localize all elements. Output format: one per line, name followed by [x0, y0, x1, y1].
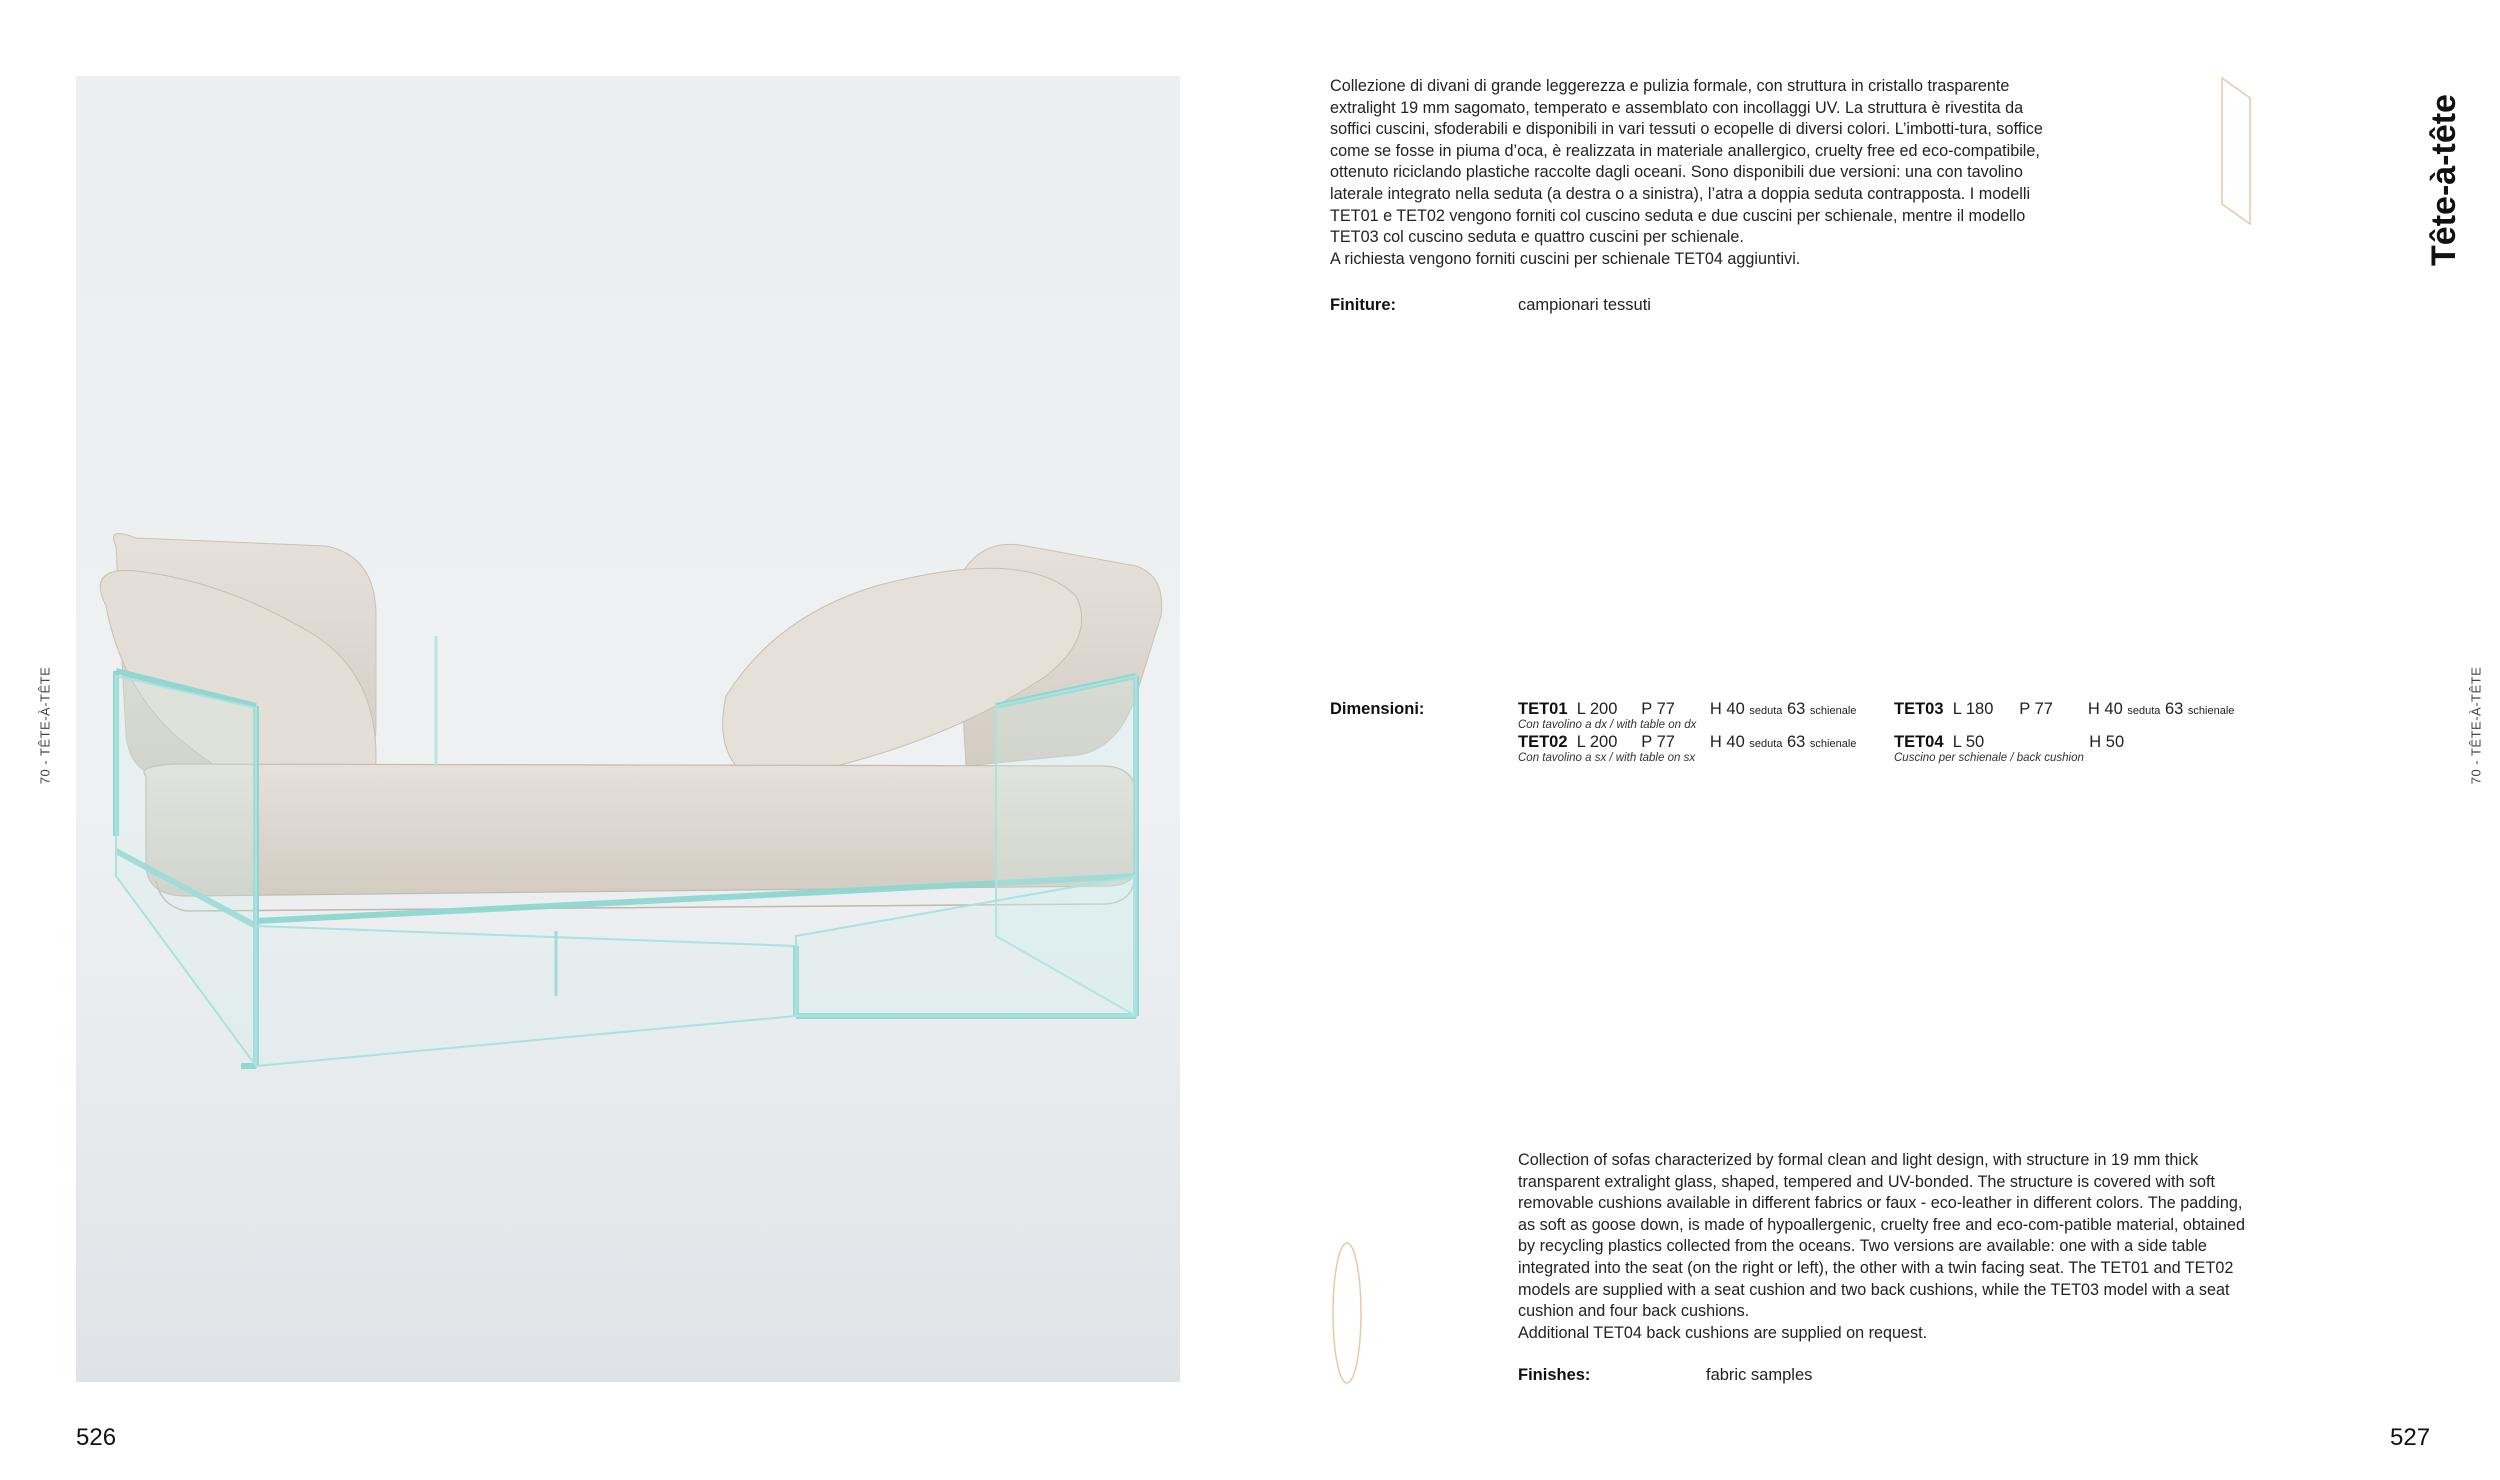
model-code: TET04 [1894, 733, 1944, 751]
left-page-number: 526 [76, 1424, 117, 1451]
model-note: Con tavolino a sx / with table on sx [1518, 752, 1696, 764]
page-title: Tête-à-tête [2425, 94, 2463, 266]
sofa-illustration [76, 76, 1180, 1382]
model-height: H 40 [1709, 733, 1745, 751]
finiture-value: campionari tessuti [1518, 296, 1651, 314]
right-page-number: 527 [2390, 1424, 2431, 1451]
model-depth: P 77 [1641, 733, 1675, 751]
model-depth: P 77 [2019, 700, 2053, 718]
model-height: H 40 [1709, 700, 1745, 718]
model-height-unit: seduta [2127, 705, 2161, 717]
model-code: TET01 [1518, 700, 1568, 718]
model-length: L 200 [1576, 700, 1618, 718]
finishes-value: fabric samples [1706, 1366, 1813, 1384]
model-length: L 180 [1952, 700, 1994, 718]
model-height-unit: seduta [1749, 738, 1783, 750]
model-height: H 40 [2087, 700, 2123, 718]
model-tet01 [1518, 700, 1857, 731]
model-code: TET03 [1894, 700, 1944, 718]
model-height2-unit: schienale [1809, 738, 1857, 750]
model-height2: 63 [1786, 700, 1806, 718]
decorative-oval [1330, 1240, 1364, 1386]
right-side-label: 70 - TÊTE-À-TÊTE [2468, 666, 2484, 785]
left-side-label: 70 - TÊTE-À-TÊTE [37, 666, 53, 785]
english-description: Collection of sofas characterized by formal clean and light design, with structure in 19 mm thick transparent extralight glass, shaped, tempered and UV-bonded. The structure is covered with soft removable cushions available in different fabrics or faux - eco-leather in different colors. The padding, as soft as goose down, is made of hypoallergenic, cruelty free and eco-com-patible material, obtained by recycling plastics collected from the oceans. Two versions are available: one with a side table integrated into the seat (on the right or left), the other with a twin facing seat. The TET01 and TET02 models are supplied with a seat cushion and two back cushions, while the TET03 model with a seat cushion and four back cushions. Additional TET04 back cushions are supplied on request. [1518, 1151, 2246, 1342]
model-note: Con tavolino a dx / with table on dx [1518, 719, 1697, 731]
model-length: L 50 [1952, 733, 1985, 751]
finiture-label: Finiture: [1330, 296, 1396, 314]
model-height: H 50 [2089, 733, 2125, 751]
finishes-label: Finishes: [1518, 1366, 1591, 1384]
model-height-unit: seduta [1749, 705, 1783, 717]
dimensioni-label: Dimensioni: [1330, 700, 1425, 718]
model-tet04 [1894, 733, 2125, 764]
model-code: TET02 [1518, 733, 1568, 751]
model-tet02 [1518, 733, 1857, 764]
model-length: L 200 [1576, 733, 1618, 751]
model-note: Cuscino per schienale / back cushion [1894, 752, 2084, 764]
model-height2-unit: schienale [1809, 705, 1857, 717]
model-depth: P 77 [1641, 700, 1675, 718]
model-height2-unit: schienale [2187, 705, 2235, 717]
product-photo [76, 76, 1180, 1382]
decorative-parallelogram [2216, 76, 2256, 226]
model-tet03 [1894, 700, 2234, 719]
model-height2: 63 [1786, 733, 1806, 751]
italian-description: Collezione di divani di grande leggerezza e pulizia formale, con struttura in cristallo trasparente extralight 19 mm sagomato, temperato e assemblato con incollaggi UV. La struttura è rivestita da soffici cuscini, sfoderabili e disponibili in vari tessuti o ecopelle di diversi colori. L’imbotti-tura, soffice come se fosse in piuma d’oca, è realizzata in materiale anallergico, cruelty free ed eco-compatibile, ottenuto riciclando plastiche raccolte dagli oceani. Sono disponibili due versioni: una con tavolino laterale integrato nella seduta (a destra o a sinistra), l’atra a doppia seduta contrapposta. I modelli TET01 e TET02 vengono forniti col cuscino seduta e due cuscini per schienale, mentre il modello TET03 col cuscino seduta e quattro cuscini per schienale. A richiesta vengono forniti cuscini per schienale TET04 aggiuntivi. [1330, 77, 2043, 268]
model-height2: 63 [2164, 700, 2184, 718]
